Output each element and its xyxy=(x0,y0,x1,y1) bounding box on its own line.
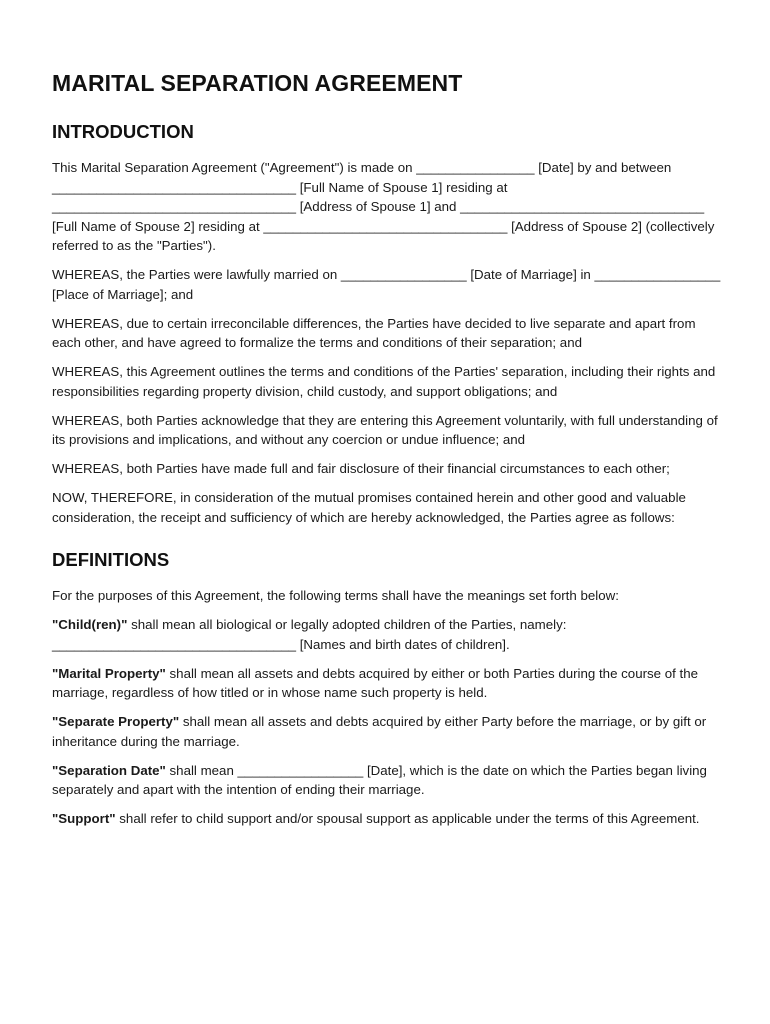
intro-paragraph-parties: This Marital Separation Agreement ("Agreement") is made on ________________ [Date] by and between _________________________________ [Full Name of Spouse 1] residing at _________________________________ [Address of Spouse 1] and _________________________________ [Full Name of Spouse 2] residing at _________________________________ [Address of Spouse 2] (collectively referred to as the "Parties"). xyxy=(52,160,715,253)
definition-term: "Support" xyxy=(52,811,116,826)
definition-text: shall refer to child support and/or spousal support as applicable under the terms of this Agreement. xyxy=(115,811,700,826)
definition-text: shall mean all assets and debts acquired by either Party before the marriage, or by gift or inheritance during the marriage. xyxy=(52,714,707,749)
document-title: MARITAL SEPARATION AGREEMENT xyxy=(52,70,463,96)
definition-term: "Child(ren)" xyxy=(52,617,128,632)
intro-paragraph-differences: WHEREAS, due to certain irreconcilable differences, the Parties have decided to live separate and apart from each other, and have agreed to formalize the terms and conditions of their separation; and xyxy=(52,315,696,350)
definition-item-support xyxy=(52,809,724,829)
definition-item-marital-property xyxy=(52,664,724,703)
definition-item-separate-property xyxy=(52,712,724,751)
definition-term: "Separation Date" xyxy=(52,762,166,778)
definition-term: "Separate Property" xyxy=(52,714,180,729)
definitions-intro: For the purposes of this Agreement, the following terms shall have the meanings set forth below: xyxy=(52,588,619,603)
definition-text: shall mean _________________ [Date], which is the date on which the Parties began living separately and apart with the intention of ending their marriage. xyxy=(52,762,707,797)
intro-paragraph-therefore: NOW, THEREFORE, in consideration of the mutual promises contained herein and other good and valuable consideration, the receipt and sufficiency of which are hereby acknowledged, the Parties agree as follows: xyxy=(52,490,686,525)
intro-paragraph-disclosure: WHEREAS, both Parties have made full and fair disclosure of their financial circumstances to each other; xyxy=(52,461,670,476)
definition-item-children xyxy=(52,615,724,654)
intro-paragraph-voluntary: WHEREAS, both Parties acknowledge that they are entering this Agreement voluntarily, with full understanding of its provisions and implications, and without any coercion or undue influence; and xyxy=(52,412,718,447)
intro-paragraph-outlines: WHEREAS, this Agreement outlines the terms and conditions of the Parties' separation, including their rights and responsibilities regarding property division, child custody, and support obligations; and xyxy=(52,364,716,399)
definitions-heading: DEFINITIONS xyxy=(52,549,170,570)
intro-paragraph-married: WHEREAS, the Parties were lawfully married on _________________ [Date of Marriage] in _________________ [Place of Marriage]; and xyxy=(52,267,721,302)
definition-text: shall mean all biological or legally adopted children of the Parties, namely: _________________________________ [Names and birth dates of children]. xyxy=(52,617,567,652)
definitions-section xyxy=(52,549,724,829)
definition-term: "Marital Property" xyxy=(52,665,166,681)
document-page xyxy=(52,70,724,838)
introduction-heading: INTRODUCTION xyxy=(52,121,194,142)
definition-text: shall mean all assets and debts acquired by either or both Parties during the course of the marriage, regardless of how titled or in whose name such property is held. xyxy=(52,665,699,700)
introduction-section xyxy=(52,121,724,527)
definition-item-separation-date xyxy=(52,761,724,800)
